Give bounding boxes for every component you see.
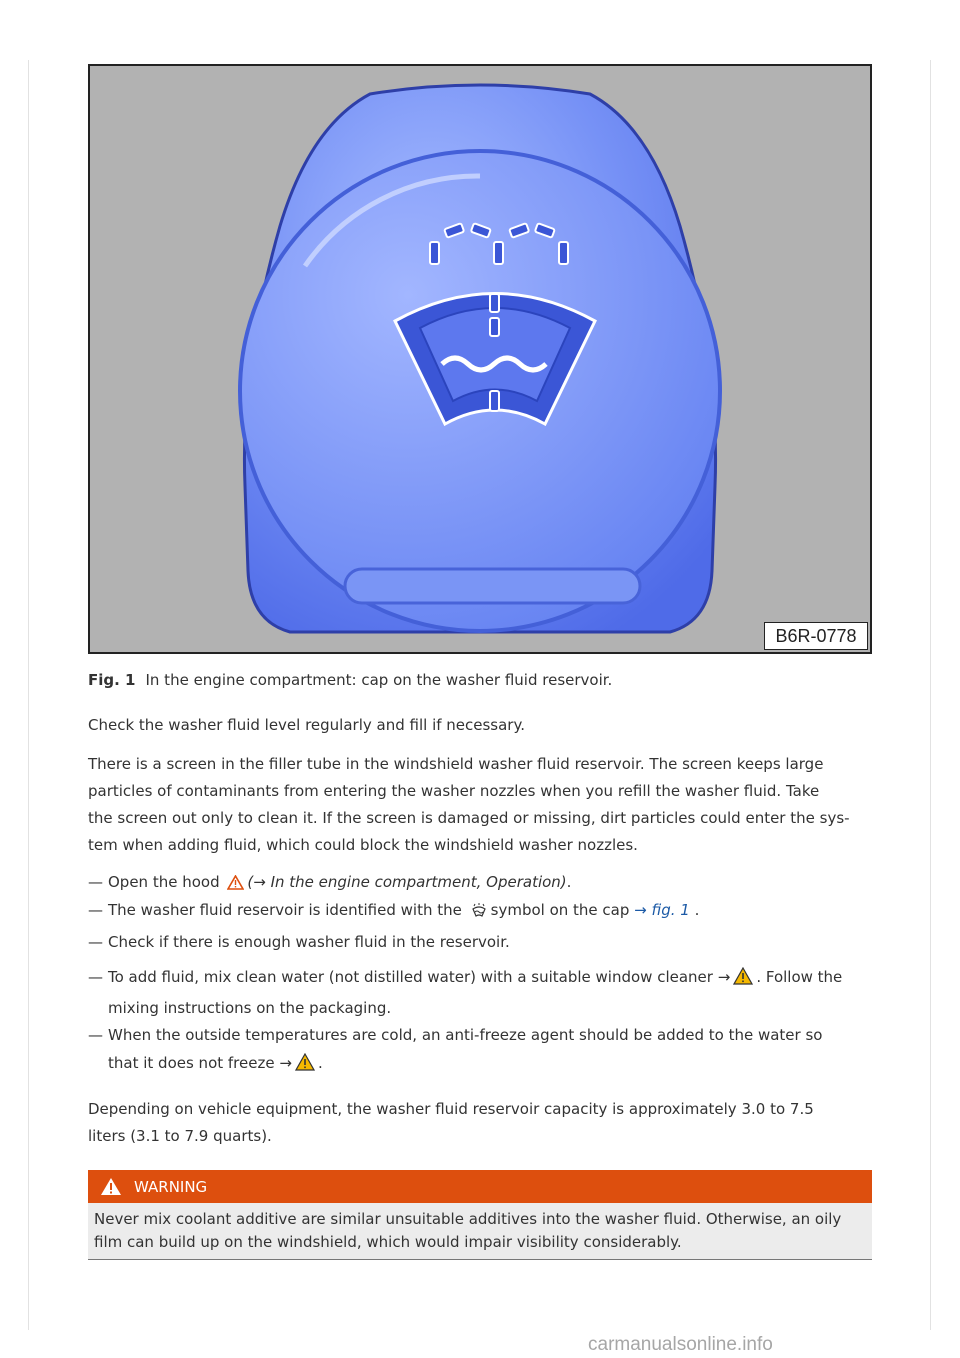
warning-text-line: Never mix coolant additive are similar unsuitable additives into the washer fluid. Otherwise, an oily [94,1210,842,1228]
screen-paragraph [88,751,878,859]
intro-paragraph [88,712,878,739]
paragraph-line: the screen out only to clean it. If the screen is damaged or missing, dirt particles could enter the sys- [88,809,850,827]
step-text-end: . [566,873,572,891]
step-continuation [88,1049,878,1080]
figure-washer-cap [88,64,872,654]
step-dash: — [88,968,103,986]
warning-body [88,1203,872,1260]
step-text: The washer fluid reservoir is identified with the [108,901,462,919]
washer-fluid-symbol-icon [470,899,488,927]
paragraph-line: particles of contaminants from entering the washer nozzles when you refill the washer fluid. Take [88,782,820,800]
warning-title: WARNING [134,1177,208,1196]
reference-arrow: → [279,1054,292,1072]
step-dash: — [88,901,103,919]
step-text: that it does not freeze [108,1054,275,1072]
step-text-end: . [317,1054,323,1072]
step-continuation: mixing instructions on the packaging. [108,999,392,1017]
watermark: carmanualsonline.info [588,1334,773,1355]
step-anti-freeze [88,1021,878,1080]
step-text: Open the hood [108,873,220,891]
step-text-end: . [694,901,700,919]
step-text: To add fluid, mix clean water (not distilled water) with a suitable window cleaner [108,968,713,986]
step-dash: — [88,1026,103,1044]
step-text: Check if there is enough washer fluid in the reservoir. [108,933,510,951]
step-dash: — [88,873,103,891]
paragraph-line: liters (3.1 to 7.9 quarts). [88,1127,272,1145]
step-text-end: . Follow the [756,968,843,986]
intro-text: Check the washer fluid level regularly and fill if necessary. [88,716,525,734]
washer-cap-illustration [90,66,870,652]
figure-caption-text: In the engine compartment: cap on the washer fluid reservoir. [145,671,613,689]
step-text: When the outside temperatures are cold, an anti-freeze agent should be added to the water so [108,1026,823,1044]
page-margin-rule-right [930,60,931,1330]
capacity-paragraph [88,1096,878,1150]
step-open-hood [88,868,878,899]
paragraph-line: Depending on vehicle equipment, the washer fluid reservoir capacity is approximately 3.0 to 7.5 [88,1100,814,1118]
step-check-level [88,928,878,956]
page-margin-rule-left [28,60,29,1330]
warning-text-line: film can build up on the windshield, which would impair visibility considerably. [94,1233,682,1251]
step-text-mid: symbol on the cap [490,901,630,919]
warning-triangle-icon [100,1177,122,1196]
figure-code-label: B6R-0778 [764,622,868,650]
reference-arrow: → [717,968,731,986]
cross-reference-link[interactable]: (→ In the engine compartment, Operation) [247,873,567,891]
warning-header [88,1170,872,1203]
figure-caption-label: Fig. 1 [88,671,136,689]
warning-triangle-icon [227,871,244,899]
step-dash: — [88,933,103,951]
paragraph-line: tem when adding fluid, which could block the windshield washer nozzles. [88,836,638,854]
paragraph-line: There is a screen in the filler tube in the windshield washer fluid reservoir. The screen keeps large [88,755,824,773]
figure-reference-link[interactable]: → fig. 1 [634,901,690,919]
figure-caption [88,671,612,689]
warning-triangle-icon[interactable] [733,966,753,994]
step-add-fluid [88,963,878,1022]
step-identify-reservoir [88,896,878,927]
warning-triangle-icon[interactable] [295,1052,315,1080]
